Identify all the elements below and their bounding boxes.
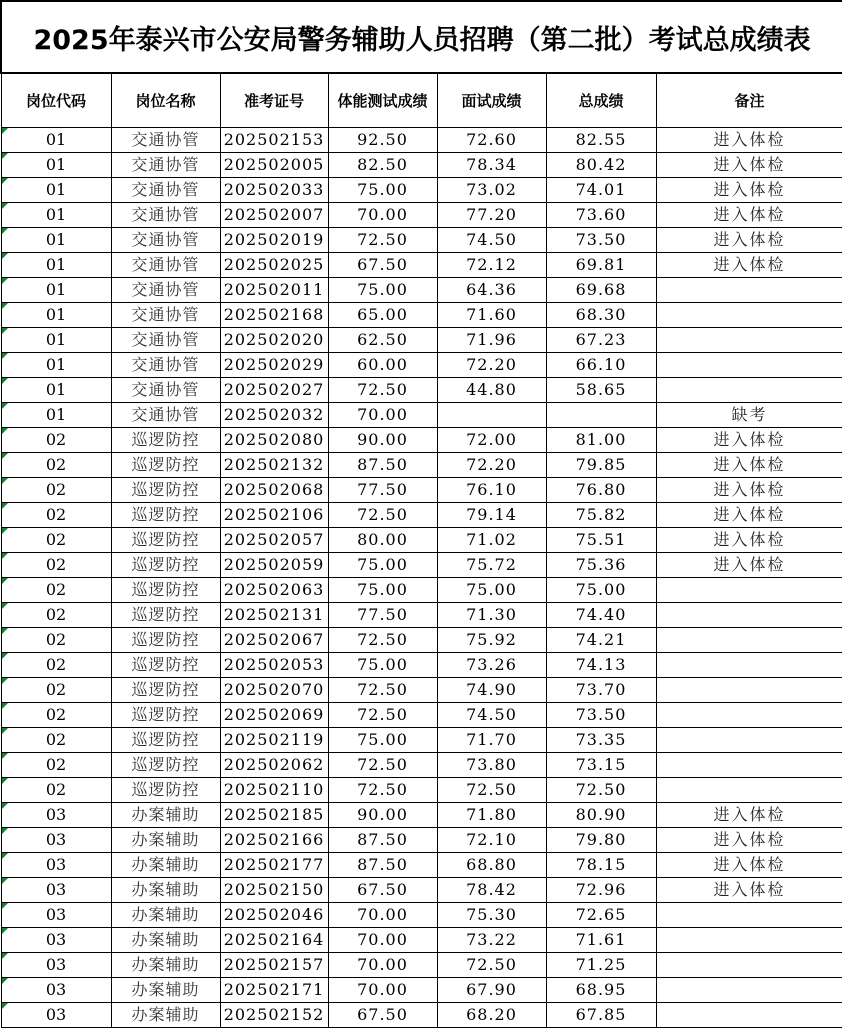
fitness-score-cell: 75.00	[328, 553, 437, 578]
interview-score-cell: 74.50	[437, 703, 546, 728]
table-row	[1, 903, 842, 928]
table-row	[1, 853, 842, 878]
ticket-number-cell: 202502019	[220, 228, 328, 253]
ticket-number-cell: 202502033	[220, 178, 328, 203]
remark-cell: 进入体检	[656, 203, 842, 228]
table-row	[1, 1003, 842, 1028]
post-code-cell: 03	[1, 978, 111, 1003]
table-row	[1, 303, 842, 328]
fitness-score-cell: 70.00	[328, 403, 437, 428]
remark-cell: 进入体检	[656, 528, 842, 553]
table-row	[1, 203, 842, 228]
interview-score-cell: 71.60	[437, 303, 546, 328]
interview-score-cell: 72.12	[437, 253, 546, 278]
post-name-cell: 办案辅助	[111, 1003, 220, 1028]
column-header-remark: 备注	[656, 73, 842, 128]
interview-score-cell: 74.90	[437, 678, 546, 703]
remark-cell	[656, 578, 842, 603]
fitness-score-cell: 70.00	[328, 953, 437, 978]
fitness-score-cell: 82.50	[328, 153, 437, 178]
remark-cell: 进入体检	[656, 478, 842, 503]
ticket-number-cell: 202502020	[220, 328, 328, 353]
remark-cell	[656, 603, 842, 628]
post-name-cell: 办案辅助	[111, 803, 220, 828]
total-score-cell: 71.61	[546, 928, 656, 953]
interview-score-cell: 67.90	[437, 978, 546, 1003]
ticket-number-cell: 202502057	[220, 528, 328, 553]
fitness-score-cell: 67.50	[328, 253, 437, 278]
remark-cell	[656, 353, 842, 378]
post-name-cell: 办案辅助	[111, 953, 220, 978]
ticket-number-cell: 202502029	[220, 353, 328, 378]
table-row	[1, 253, 842, 278]
total-score-cell: 67.85	[546, 1003, 656, 1028]
total-score-cell: 67.23	[546, 328, 656, 353]
interview-score-cell: 79.14	[437, 503, 546, 528]
interview-score-cell: 73.26	[437, 653, 546, 678]
post-code-cell: 01	[1, 178, 111, 203]
table-row	[1, 553, 842, 578]
fitness-score-cell: 75.00	[328, 278, 437, 303]
ticket-number-cell: 202502067	[220, 628, 328, 653]
ticket-number-cell: 202502119	[220, 728, 328, 753]
table-row	[1, 128, 842, 153]
post-code-cell: 03	[1, 878, 111, 903]
total-score-cell: 75.00	[546, 578, 656, 603]
total-score-cell: 79.85	[546, 453, 656, 478]
ticket-number-cell: 202502011	[220, 278, 328, 303]
post-name-cell: 巡逻防控	[111, 603, 220, 628]
table-row	[1, 978, 842, 1003]
remark-cell	[656, 928, 842, 953]
post-name-cell: 交通协管	[111, 128, 220, 153]
post-code-cell: 02	[1, 478, 111, 503]
column-header-fitness-score: 体能测试成绩	[328, 73, 437, 128]
fitness-score-cell: 75.00	[328, 653, 437, 678]
fitness-score-cell: 67.50	[328, 878, 437, 903]
ticket-number-cell: 202502152	[220, 1003, 328, 1028]
post-name-cell: 巡逻防控	[111, 653, 220, 678]
post-name-cell: 交通协管	[111, 303, 220, 328]
post-code-cell: 02	[1, 453, 111, 478]
fitness-score-cell: 75.00	[328, 728, 437, 753]
total-score-cell: 69.68	[546, 278, 656, 303]
post-name-cell: 交通协管	[111, 328, 220, 353]
column-header-total-score: 总成绩	[546, 73, 656, 128]
post-code-cell: 01	[1, 253, 111, 278]
post-code-cell: 02	[1, 653, 111, 678]
remark-cell: 进入体检	[656, 428, 842, 453]
interview-score-cell: 75.30	[437, 903, 546, 928]
interview-score-cell: 73.80	[437, 753, 546, 778]
total-score-cell: 58.65	[546, 378, 656, 403]
interview-score-cell: 73.02	[437, 178, 546, 203]
remark-cell	[656, 978, 842, 1003]
remark-cell	[656, 703, 842, 728]
interview-score-cell: 75.00	[437, 578, 546, 603]
ticket-number-cell: 202502157	[220, 953, 328, 978]
interview-score-cell: 72.60	[437, 128, 546, 153]
post-code-cell: 02	[1, 778, 111, 803]
interview-score-cell: 73.22	[437, 928, 546, 953]
ticket-number-cell: 202502062	[220, 753, 328, 778]
total-score-cell: 79.80	[546, 828, 656, 853]
table-row	[1, 403, 842, 428]
fitness-score-cell: 87.50	[328, 453, 437, 478]
table-row	[1, 603, 842, 628]
interview-score-cell: 72.00	[437, 428, 546, 453]
ticket-number-cell: 202502168	[220, 303, 328, 328]
column-header-post-name: 岗位名称	[111, 73, 220, 128]
total-score-cell: 75.36	[546, 553, 656, 578]
table-row	[1, 753, 842, 778]
remark-cell	[656, 628, 842, 653]
fitness-score-cell: 90.00	[328, 803, 437, 828]
table-row	[1, 628, 842, 653]
post-code-cell: 01	[1, 403, 111, 428]
post-name-cell: 办案辅助	[111, 978, 220, 1003]
remark-cell: 进入体检	[656, 128, 842, 153]
fitness-score-cell: 77.50	[328, 478, 437, 503]
total-score-cell: 68.30	[546, 303, 656, 328]
fitness-score-cell: 72.50	[328, 703, 437, 728]
table-row	[1, 478, 842, 503]
fitness-score-cell: 72.50	[328, 778, 437, 803]
page-title: 2025年泰兴市公安局警务辅助人员招聘（第二批）考试总成绩表	[1, 1, 842, 73]
table-row	[1, 778, 842, 803]
post-name-cell: 巡逻防控	[111, 778, 220, 803]
table-row	[1, 153, 842, 178]
ticket-number-cell: 202502059	[220, 553, 328, 578]
post-code-cell: 03	[1, 828, 111, 853]
table-body	[1, 128, 842, 1028]
interview-score-cell: 64.36	[437, 278, 546, 303]
remark-cell	[656, 378, 842, 403]
post-code-cell: 02	[1, 503, 111, 528]
fitness-score-cell: 72.50	[328, 378, 437, 403]
total-score-cell: 73.60	[546, 203, 656, 228]
post-name-cell: 巡逻防控	[111, 503, 220, 528]
table-row	[1, 278, 842, 303]
total-score-cell: 75.51	[546, 528, 656, 553]
ticket-number-cell: 202502027	[220, 378, 328, 403]
fitness-score-cell: 65.00	[328, 303, 437, 328]
total-score-cell: 73.70	[546, 678, 656, 703]
fitness-score-cell: 70.00	[328, 978, 437, 1003]
fitness-score-cell: 72.50	[328, 628, 437, 653]
ticket-number-cell: 202502171	[220, 978, 328, 1003]
table-row	[1, 503, 842, 528]
total-score-cell: 71.25	[546, 953, 656, 978]
fitness-score-cell: 70.00	[328, 903, 437, 928]
ticket-number-cell: 202502046	[220, 903, 328, 928]
table-row	[1, 703, 842, 728]
ticket-number-cell: 202502110	[220, 778, 328, 803]
post-name-cell: 巡逻防控	[111, 728, 220, 753]
table-row	[1, 678, 842, 703]
ticket-number-cell: 202502177	[220, 853, 328, 878]
post-code-cell: 01	[1, 378, 111, 403]
interview-score-cell: 71.96	[437, 328, 546, 353]
ticket-number-cell: 202502063	[220, 578, 328, 603]
fitness-score-cell: 87.50	[328, 853, 437, 878]
post-code-cell: 01	[1, 303, 111, 328]
fitness-score-cell: 62.50	[328, 328, 437, 353]
fitness-score-cell: 72.50	[328, 753, 437, 778]
remark-cell: 进入体检	[656, 453, 842, 478]
table-row	[1, 578, 842, 603]
post-code-cell: 02	[1, 578, 111, 603]
post-name-cell: 交通协管	[111, 403, 220, 428]
ticket-number-cell: 202502164	[220, 928, 328, 953]
ticket-number-cell: 202502106	[220, 503, 328, 528]
post-code-cell: 02	[1, 678, 111, 703]
fitness-score-cell: 75.00	[328, 578, 437, 603]
remark-cell: 缺考	[656, 403, 842, 428]
total-score-cell: 68.95	[546, 978, 656, 1003]
post-name-cell: 交通协管	[111, 228, 220, 253]
interview-score-cell: 44.80	[437, 378, 546, 403]
post-code-cell: 02	[1, 753, 111, 778]
interview-score-cell: 76.10	[437, 478, 546, 503]
remark-cell	[656, 678, 842, 703]
fitness-score-cell: 92.50	[328, 128, 437, 153]
post-name-cell: 巡逻防控	[111, 753, 220, 778]
fitness-score-cell: 87.50	[328, 828, 437, 853]
post-code-cell: 02	[1, 728, 111, 753]
interview-score-cell: 77.20	[437, 203, 546, 228]
post-code-cell: 03	[1, 803, 111, 828]
table-row	[1, 953, 842, 978]
remark-cell	[656, 778, 842, 803]
ticket-number-cell: 202502150	[220, 878, 328, 903]
post-name-cell: 交通协管	[111, 278, 220, 303]
post-code-cell: 01	[1, 203, 111, 228]
table-row	[1, 828, 842, 853]
table-row	[1, 328, 842, 353]
total-score-cell: 82.55	[546, 128, 656, 153]
post-name-cell: 巡逻防控	[111, 553, 220, 578]
interview-score-cell: 72.50	[437, 953, 546, 978]
table-row	[1, 178, 842, 203]
table-row	[1, 428, 842, 453]
ticket-number-cell: 202502166	[220, 828, 328, 853]
post-name-cell: 巡逻防控	[111, 428, 220, 453]
column-header-row	[1, 73, 842, 128]
post-code-cell: 02	[1, 553, 111, 578]
table-row	[1, 728, 842, 753]
post-name-cell: 办案辅助	[111, 828, 220, 853]
fitness-score-cell: 70.00	[328, 203, 437, 228]
post-name-cell: 巡逻防控	[111, 678, 220, 703]
fitness-score-cell: 80.00	[328, 528, 437, 553]
remark-cell: 进入体检	[656, 878, 842, 903]
total-score-cell: 73.50	[546, 228, 656, 253]
total-score-cell: 72.65	[546, 903, 656, 928]
interview-score-cell: 68.20	[437, 1003, 546, 1028]
post-code-cell: 03	[1, 903, 111, 928]
total-score-cell: 81.00	[546, 428, 656, 453]
total-score-cell: 74.13	[546, 653, 656, 678]
interview-score-cell: 72.20	[437, 453, 546, 478]
table-row	[1, 528, 842, 553]
fitness-score-cell: 72.50	[328, 228, 437, 253]
remark-cell: 进入体检	[656, 178, 842, 203]
post-code-cell: 01	[1, 278, 111, 303]
total-score-cell: 72.50	[546, 778, 656, 803]
fitness-score-cell: 72.50	[328, 678, 437, 703]
post-name-cell: 办案辅助	[111, 903, 220, 928]
remark-cell: 进入体检	[656, 553, 842, 578]
interview-score-cell: 75.92	[437, 628, 546, 653]
post-code-cell: 03	[1, 853, 111, 878]
total-score-cell	[546, 403, 656, 428]
post-name-cell: 交通协管	[111, 353, 220, 378]
total-score-cell: 73.35	[546, 728, 656, 753]
ticket-number-cell: 202502005	[220, 153, 328, 178]
post-code-cell: 02	[1, 703, 111, 728]
post-name-cell: 交通协管	[111, 153, 220, 178]
post-name-cell: 巡逻防控	[111, 453, 220, 478]
interview-score-cell	[437, 403, 546, 428]
fitness-score-cell: 90.00	[328, 428, 437, 453]
fitness-score-cell: 60.00	[328, 353, 437, 378]
fitness-score-cell: 70.00	[328, 928, 437, 953]
total-score-cell: 75.82	[546, 503, 656, 528]
post-name-cell: 巡逻防控	[111, 578, 220, 603]
remark-cell: 进入体检	[656, 803, 842, 828]
remark-cell: 进入体检	[656, 228, 842, 253]
ticket-number-cell: 202502070	[220, 678, 328, 703]
interview-score-cell: 78.42	[437, 878, 546, 903]
remark-cell	[656, 303, 842, 328]
fitness-score-cell: 77.50	[328, 603, 437, 628]
total-score-cell: 80.90	[546, 803, 656, 828]
post-name-cell: 办案辅助	[111, 878, 220, 903]
interview-score-cell: 68.80	[437, 853, 546, 878]
ticket-number-cell: 202502080	[220, 428, 328, 453]
post-code-cell: 02	[1, 428, 111, 453]
post-name-cell: 交通协管	[111, 253, 220, 278]
table-row	[1, 378, 842, 403]
post-code-cell: 01	[1, 153, 111, 178]
ticket-number-cell: 202502069	[220, 703, 328, 728]
post-name-cell: 办案辅助	[111, 853, 220, 878]
remark-cell: 进入体检	[656, 503, 842, 528]
remark-cell: 进入体检	[656, 253, 842, 278]
table-row	[1, 653, 842, 678]
column-header-ticket-number: 准考证号	[220, 73, 328, 128]
total-score-cell: 66.10	[546, 353, 656, 378]
ticket-number-cell: 202502053	[220, 653, 328, 678]
total-score-cell: 69.81	[546, 253, 656, 278]
column-header-post-code: 岗位代码	[1, 73, 111, 128]
remark-cell	[656, 728, 842, 753]
interview-score-cell: 71.70	[437, 728, 546, 753]
post-name-cell: 交通协管	[111, 203, 220, 228]
interview-score-cell: 71.30	[437, 603, 546, 628]
interview-score-cell: 72.10	[437, 828, 546, 853]
ticket-number-cell: 202502007	[220, 203, 328, 228]
post-code-cell: 02	[1, 603, 111, 628]
interview-score-cell: 74.50	[437, 228, 546, 253]
ticket-number-cell: 202502132	[220, 453, 328, 478]
table-row	[1, 803, 842, 828]
interview-score-cell: 75.72	[437, 553, 546, 578]
total-score-cell: 76.80	[546, 478, 656, 503]
post-code-cell: 01	[1, 328, 111, 353]
total-score-cell: 78.15	[546, 853, 656, 878]
fitness-score-cell: 67.50	[328, 1003, 437, 1028]
interview-score-cell: 78.34	[437, 153, 546, 178]
table-row	[1, 453, 842, 478]
total-score-cell: 73.15	[546, 753, 656, 778]
post-code-cell: 03	[1, 1003, 111, 1028]
ticket-number-cell: 202502131	[220, 603, 328, 628]
remark-cell	[656, 953, 842, 978]
post-code-cell: 01	[1, 228, 111, 253]
table-row	[1, 878, 842, 903]
post-name-cell: 办案辅助	[111, 928, 220, 953]
table-row	[1, 353, 842, 378]
total-score-cell: 74.40	[546, 603, 656, 628]
remark-cell	[656, 328, 842, 353]
ticket-number-cell: 202502185	[220, 803, 328, 828]
post-name-cell: 交通协管	[111, 178, 220, 203]
post-code-cell: 01	[1, 128, 111, 153]
total-score-cell: 73.50	[546, 703, 656, 728]
total-score-cell: 72.96	[546, 878, 656, 903]
post-name-cell: 巡逻防控	[111, 528, 220, 553]
post-code-cell: 02	[1, 528, 111, 553]
total-score-cell: 80.42	[546, 153, 656, 178]
column-header-interview-score: 面试成绩	[437, 73, 546, 128]
post-code-cell: 02	[1, 628, 111, 653]
post-name-cell: 巡逻防控	[111, 478, 220, 503]
post-name-cell: 交通协管	[111, 378, 220, 403]
post-name-cell: 巡逻防控	[111, 628, 220, 653]
remark-cell	[656, 1003, 842, 1028]
post-code-cell: 03	[1, 928, 111, 953]
fitness-score-cell: 75.00	[328, 178, 437, 203]
post-code-cell: 01	[1, 353, 111, 378]
ticket-number-cell: 202502068	[220, 478, 328, 503]
interview-score-cell: 71.80	[437, 803, 546, 828]
total-score-cell: 74.01	[546, 178, 656, 203]
remark-cell	[656, 753, 842, 778]
remark-cell: 进入体检	[656, 853, 842, 878]
ticket-number-cell: 202502153	[220, 128, 328, 153]
interview-score-cell: 71.02	[437, 528, 546, 553]
post-name-cell: 巡逻防控	[111, 703, 220, 728]
interview-score-cell: 72.50	[437, 778, 546, 803]
table-row	[1, 928, 842, 953]
remark-cell	[656, 903, 842, 928]
remark-cell: 进入体检	[656, 828, 842, 853]
fitness-score-cell: 72.50	[328, 503, 437, 528]
ticket-number-cell: 202502025	[220, 253, 328, 278]
total-score-cell: 74.21	[546, 628, 656, 653]
table-row	[1, 228, 842, 253]
post-code-cell: 03	[1, 953, 111, 978]
ticket-number-cell: 202502032	[220, 403, 328, 428]
remark-cell: 进入体检	[656, 153, 842, 178]
interview-score-cell: 72.20	[437, 353, 546, 378]
remark-cell	[656, 278, 842, 303]
remark-cell	[656, 653, 842, 678]
